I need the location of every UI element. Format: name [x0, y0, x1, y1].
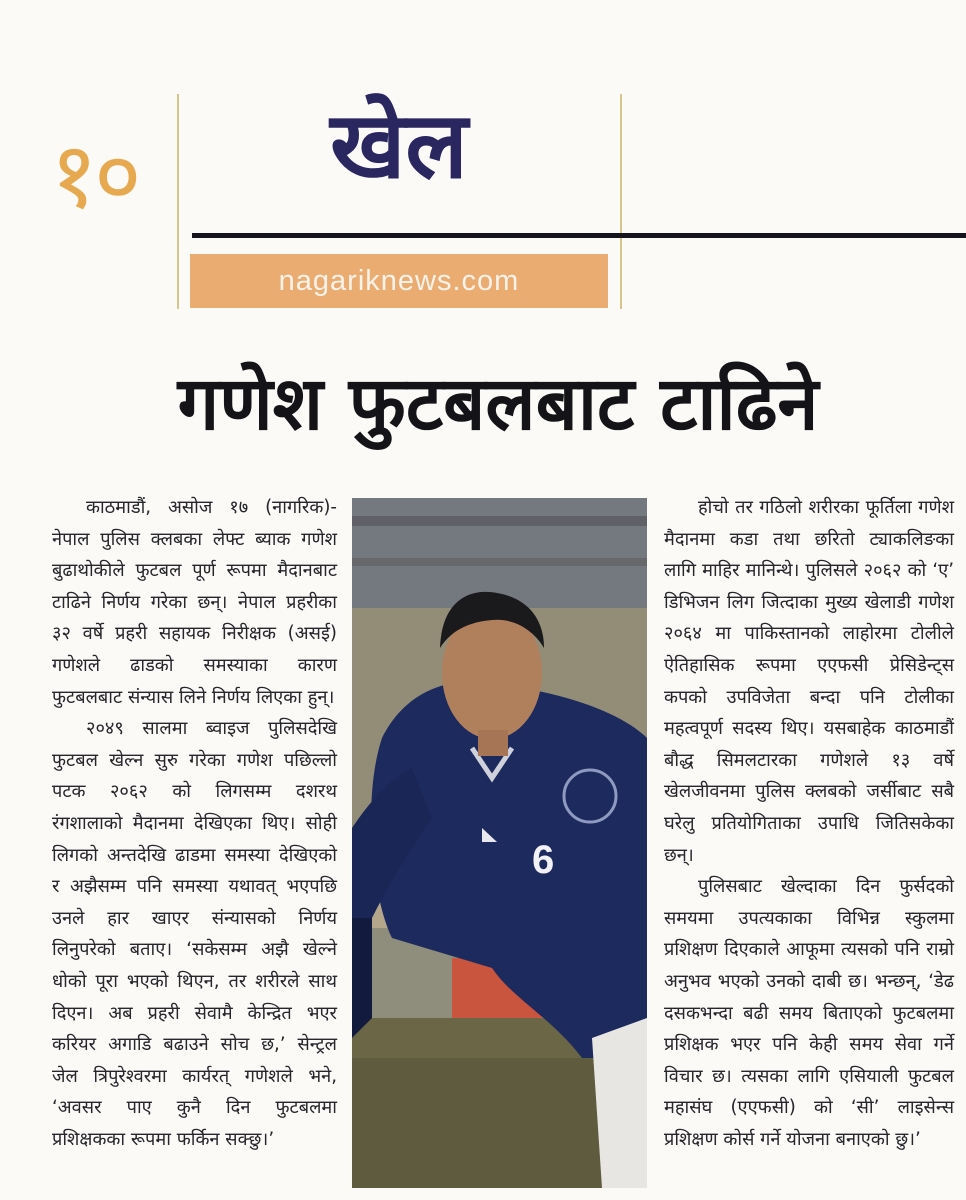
header-divider-right [620, 94, 622, 309]
article-column-left [52, 492, 337, 1155]
header-rule [192, 233, 966, 238]
article-paragraph: पुलिसबाट खेल्दाका दिन फुर्सदको समयमा उपत्यकाका विभिन्न स्कुलमा प्रशिक्षण दिएकाले आफूमा त्यसको पनि राम्रो अनुभव भएको उनको दाबी छ। भन्छन्, ‘डेढ दसकभन्दा बढी समय बिताएको फुटबलमा प्रशिक्षक भएर पनि केही समय सेवा गर्ने विचार छ। त्यसका लागि एसियाली फुटबल महासंघ (एएफसी) को ‘सी’ लाइसेन्स प्रशिक्षण कोर्स गर्ने योजना बनाएको छु।’ [664, 876, 954, 1150]
website-banner [190, 254, 608, 308]
article-paragraph: काठमाडौं, असोज १७ (नागरिक)- नेपाल पुलिस क्लबका लेफ्ट ब्याक गणेश बुढाथोकीले फुटबल पूर्ण रूपमा मैदानबाट टाढिने निर्णय गरेका छन्। नेपाल प्रहरीका ३२ वर्षे प्रहरी सहायक निरीक्षक (असई) गणेशले ढाडको समस्याका कारण फुटबलबाट संन्यास लिने निर्णय लिएका हुन्। [52, 497, 337, 708]
article-column-right [664, 492, 954, 1155]
jersey-number: 6 [532, 838, 555, 882]
article-paragraph: २०४९ सालमा ब्वाइज पुलिसदेखि फुटबल खेल्न सुरु गरेका गणेश पछिल्लो पटक २०६२ को लिगसम्म दशरथ रंगशालाको मैदानमा देखिएका थिए। सोही लिगको अन्तदेखि ढाडमा समस्या देखिएको र अझैसम्म पनि समस्या यथावत् भएपछि उनले हार खाएर संन्यासको निर्णय लिनुपरेको बताए। ‘सकेसम्म अझै खेल्ने धोको पूरा भएको थिएन, तर शरीरले साथ दिएन। अब प्रहरी सेवामै केन्द्रित भएर करियर अगाडि बढाउने सोच छ,’ सेन्ट्रल जेल त्रिपुरेश्वरमा कार्यरत् गणेशले भने, ‘अवसर पाए कुनै दिन फुटबलमा प्रशिक्षकका रूपमा फर्किन सक्छु।’ [52, 718, 337, 1150]
footballer-photo [352, 498, 647, 1188]
section-title: खेल [330, 92, 468, 199]
article-photo [352, 498, 647, 1188]
article-headline: गणेश फुटबलबाट टाढिने [177, 361, 819, 447]
header-divider-left [177, 94, 179, 309]
article-paragraph: होचो तर गठिलो शरीरका फूर्तिला गणेश मैदानमा कडा तथा छरितो ट्याकलिङका लागि माहिर मानिन्थे। पुलिसले २०६२ को ‘ए’ डिभिजन लिग जित्दाका मुख्य खेलाडी गणेश २०६४ मा पाकिस्तानको लाहोरमा टोलीले ऐतिहासिक रूपमा एएफसी प्रेसिडेन्ट्स कपको उपविजेता बन्दा पनि टोलीका महत्वपूर्ण सदस्य थिए। यसबाहेक काठमाडौं बौद्ध सिमलटारका गणेशले १३ वर्षे खेलजीवनमा पुलिस क्लबको जर्सीबाट सबै घरेलु प्रतियोगिताका उपाधि जितिसकेका छन्। [664, 497, 954, 866]
page-number: १० [50, 122, 138, 229]
website-url: nagariknews.com [278, 264, 520, 297]
